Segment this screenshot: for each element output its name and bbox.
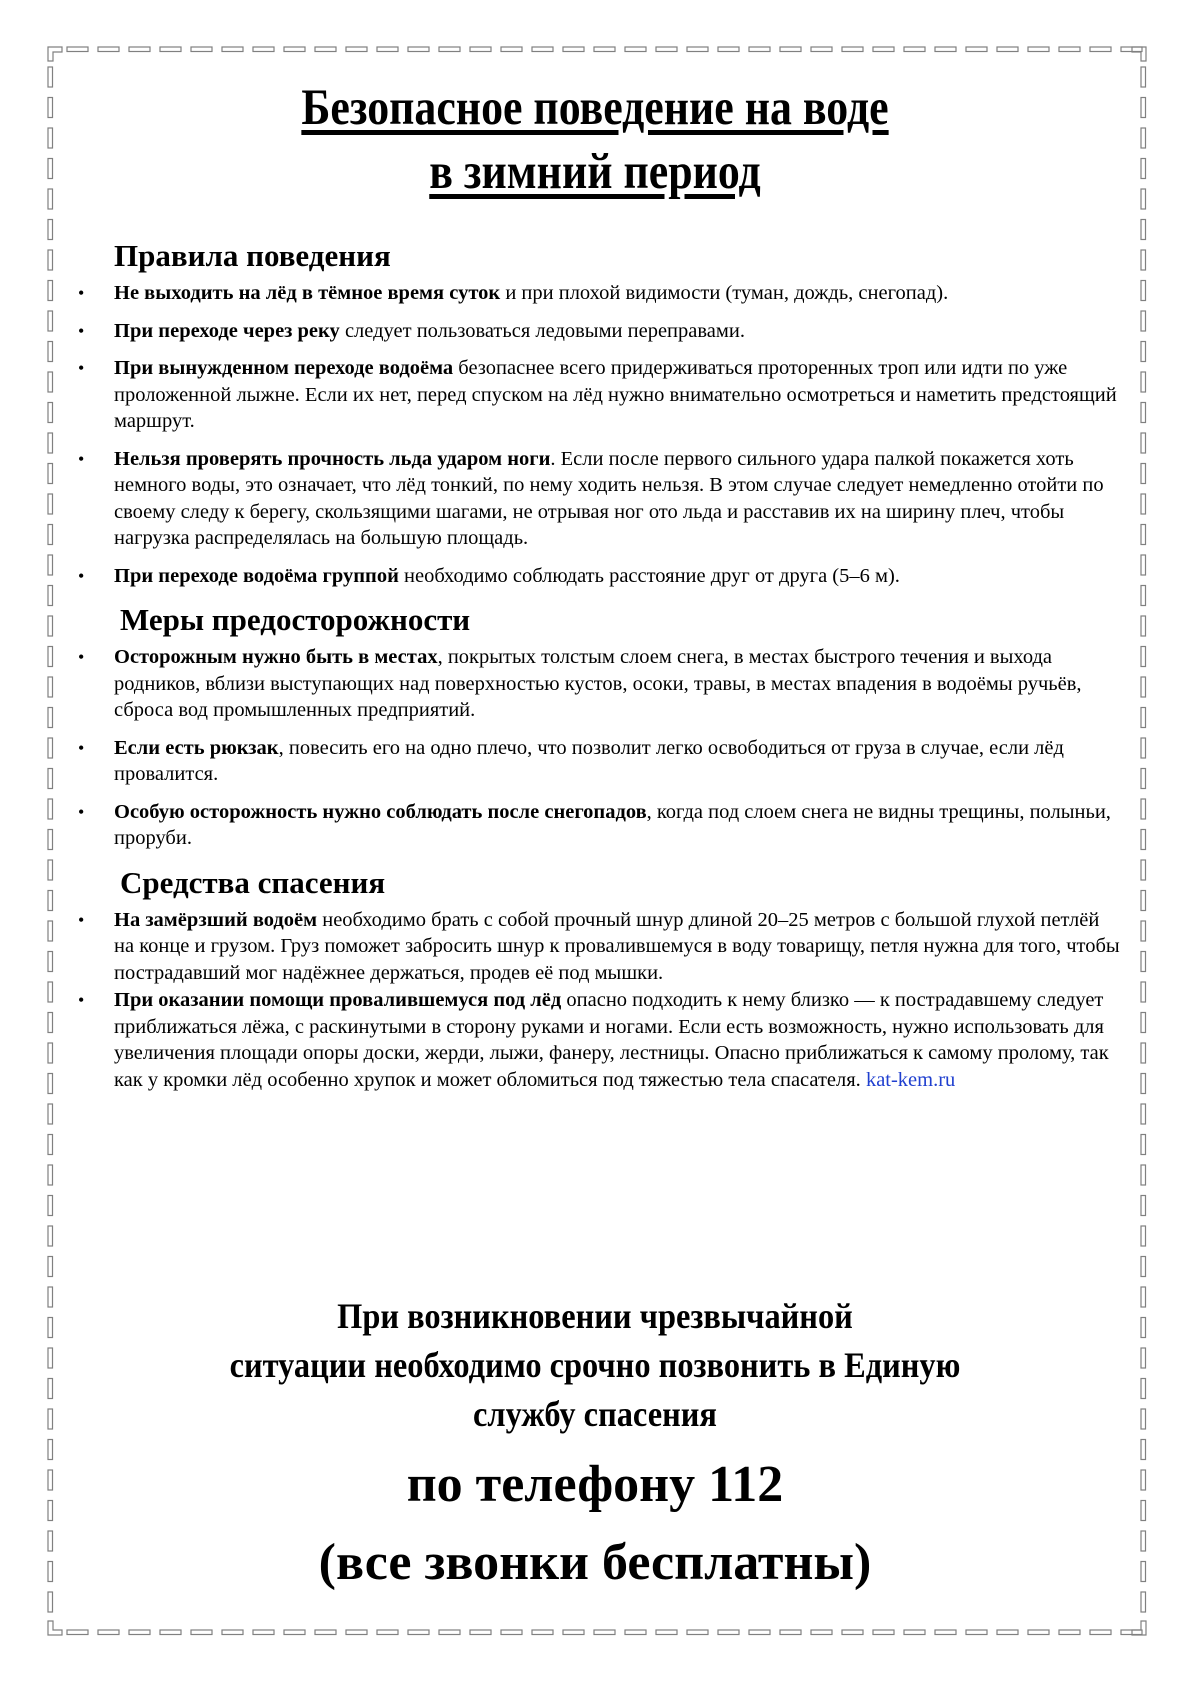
bullet-icon: • [78, 647, 85, 667]
section-heading-precautions: Меры предосторожности [120, 602, 471, 637]
bullet-icon: • [78, 801, 85, 822]
item-bold: На замёрзший водоём [114, 908, 318, 931]
bullet-icon: • [78, 283, 85, 303]
list-item [74, 446, 1124, 552]
bullet-icon: • [78, 448, 85, 469]
item-bold: При переходе водоёма группой [114, 564, 399, 587]
list-item [74, 280, 1124, 307]
emergency-line-3: службу спасения [473, 1394, 717, 1434]
item-bold: Не выходить на лёд в тёмное время суток [114, 282, 501, 304]
source-link[interactable]: kat-kem.ru [865, 1068, 956, 1091]
rescue-list [74, 907, 1124, 1094]
item-text: . Если после первого сильного удара палкой покажется хоть немного воды, это означает, что лёд тонкий, по нему ходить нельзя. В этом случае следует немедленно отойти по своему следу к берегу, скользящими шагами, не отрывая ног ото льда и расставив их на ширину плеч, чтобы нагрузка распределялась на большую площадь. [114, 447, 1104, 549]
bullet-icon: • [78, 737, 85, 758]
emergency-notice [60, 1292, 1131, 1439]
phone-block [0, 1452, 1190, 1596]
list-item [74, 644, 1124, 724]
item-bold: При оказании помощи провалившемуся под лёд [114, 989, 562, 1011]
item-bold: Особую осторожность нужно соблюдать после снегопадов [114, 800, 647, 823]
bullet-icon: • [78, 909, 85, 930]
precautions-list [74, 644, 1124, 852]
bullet-icon: • [78, 320, 85, 341]
item-text: , когда под слоем снега не видны трещины, полыньи, проруби. [114, 800, 1111, 849]
item-text: необходимо брать с собой прочный шнур длиной 20–25 метров с большой глухой петлёй на конце и грузом. Груз поможет забросить шнур к провалившемуся в воду товарищу, петля нужна для того, чтобы пострадавший мог надёжнее держаться, продев её под мышки. [114, 908, 1120, 984]
item-bold: Осторожным нужно быть в местах [114, 646, 438, 668]
list-item [74, 987, 1124, 1093]
item-text: следует пользоваться ледовыми переправами. [339, 319, 745, 342]
bullet-icon: • [78, 565, 85, 586]
emergency-line-2: ситуации необходимо срочно позвонить в Единую [229, 1345, 961, 1385]
item-text: опасно подходить к нему близко — к пострадавшему следует приближаться лёжа, с раскинутыми в сторону руками и ногами. Если есть возможность, нужно использовать для увеличения площади опоры доски, жерди, лыжи, фанеру, лестницы. Опасно приближаться к самому пролому, так как у кромки лёд особенно хрупок и может обломиться под тяжестью тела спасателя. [114, 989, 1109, 1091]
item-text: необходимо соблюдать расстояние друг от друга (5–6 м). [398, 564, 900, 587]
section-heading-rescue: Средства спасения [120, 864, 386, 900]
item-bold: Если есть рюкзак [114, 736, 279, 759]
item-text: безопаснее всего придерживаться проторенных троп или идти по уже проложенной лыжне. Если их нет, перед спуском на лёд нужно внимательно осмотреться и наметить предстоящий маршрут. [114, 357, 1117, 432]
list-item [74, 318, 1124, 345]
title-line-2: в зимний период [429, 144, 761, 200]
item-bold: При переходе через реку [114, 319, 340, 342]
bullet-icon: • [78, 358, 85, 378]
page-title [83, 76, 1106, 204]
section-heading-rules: Правила поведения [114, 238, 391, 273]
rules-list [74, 280, 1124, 589]
item-text: и при плохой видимости (туман, дождь, снегопад). [500, 282, 949, 304]
phone-number-line: по телефону 112 [406, 1456, 784, 1513]
list-item [74, 907, 1124, 987]
item-bold: Нельзя проверять прочность льда ударом ноги [114, 447, 551, 470]
list-item [74, 735, 1124, 788]
list-item [74, 355, 1124, 435]
title-line-1: Безопасное поведение на воде [301, 80, 889, 136]
item-text: , повесить его на одно плечо, что позволит легко освободиться от груза в случае, если лёд провалится. [114, 736, 1064, 785]
item-text: , покрытых толстым слоем снега, в местах быстрого течения и выхода родников, вблизи выступающих над поверхностью кустов, осоки, травы, в местах впадения в водоёмы ручьёв, сброса вод промышленных предприятий. [114, 646, 1082, 721]
item-bold: При вынужденном переходе водоёма [114, 357, 454, 379]
emergency-line-1: При возникновении чрезвычайной [337, 1296, 853, 1336]
list-item [74, 563, 1124, 590]
content [74, 236, 1124, 1094]
free-calls-line: (все звонки бесплатны) [318, 1534, 872, 1591]
bullet-icon: • [78, 990, 85, 1010]
list-item [74, 799, 1124, 852]
